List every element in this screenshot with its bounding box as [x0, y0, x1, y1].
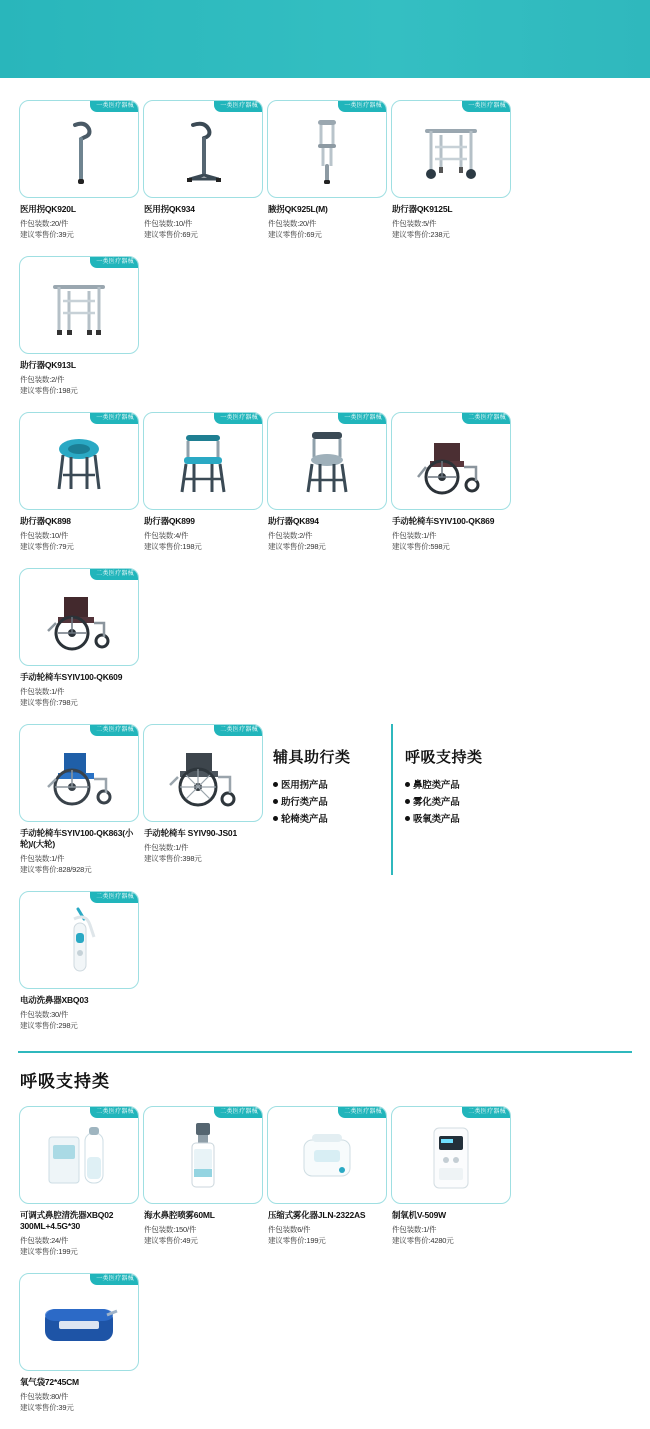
- category-title: 呼吸支持类: [405, 749, 483, 766]
- device-class-tag: 二类医疗器械: [214, 1107, 262, 1118]
- spray-bottle-icon: [144, 1117, 262, 1199]
- category-item: [273, 811, 389, 828]
- product-name: 助行器QK898: [20, 516, 71, 526]
- product-grid-row-2: [18, 412, 632, 724]
- product-pack: 件包装数:1/件: [20, 687, 65, 696]
- product-name: 压缩式雾化器JLN-2322AS: [268, 1210, 366, 1220]
- device-class-tag: 二类医疗器械: [462, 413, 510, 424]
- wheelchair-dark-icon: [392, 423, 510, 505]
- bullet-icon: [273, 782, 278, 787]
- product-pack: 件包装数:1/件: [144, 843, 189, 852]
- device-class-tag: 二类医疗器械: [90, 892, 138, 903]
- category-item: [405, 777, 513, 794]
- category-block-respiratory: [391, 724, 513, 875]
- device-class-tag: 二类医疗器械: [338, 1107, 386, 1118]
- product-cell[interactable]: [143, 100, 265, 240]
- bullet-icon: [405, 816, 410, 821]
- product-card[interactable]: [143, 100, 263, 198]
- product-pack: 件包装数:10/件: [144, 219, 193, 228]
- product-name: 可调式鼻腔清洗器XBQ02 300ML+4.5G*30: [20, 1210, 114, 1231]
- product-cell[interactable]: [143, 412, 265, 552]
- product-price: 建议零售价:199元: [20, 1247, 78, 1256]
- product-cell[interactable]: [391, 1106, 513, 1257]
- product-price: 建议零售价:298元: [20, 1021, 78, 1030]
- product-price: 建议零售价:69元: [144, 230, 198, 239]
- product-card[interactable]: [19, 891, 139, 989]
- commode-chair2-icon: [268, 423, 386, 505]
- product-cell[interactable]: [391, 412, 513, 552]
- product-price: 建议零售价:798元: [20, 698, 78, 707]
- product-cell[interactable]: [19, 891, 141, 1031]
- product-cell[interactable]: [19, 724, 141, 875]
- wheelchair-blue-icon: [20, 735, 138, 817]
- oxygen-concentrator-icon: [392, 1117, 510, 1199]
- product-pack: 件包装数:30/件: [20, 1010, 69, 1019]
- wheelchair-gray-icon: [144, 735, 262, 817]
- product-name: 助行器QK913L: [20, 360, 76, 370]
- product-pack: 件包装数:4/件: [144, 531, 189, 540]
- section-divider: [18, 1051, 632, 1053]
- product-cell[interactable]: [267, 412, 389, 552]
- device-class-tag: 一类医疗器械: [214, 101, 262, 112]
- product-name: 助行器QK899: [144, 516, 195, 526]
- category-item-label: 助行类产品: [281, 797, 328, 808]
- product-pack: 件包装数:1/件: [392, 531, 437, 540]
- category-item-label: 鼻腔类产品: [413, 780, 460, 791]
- product-price: 建议零售价:298元: [268, 542, 326, 551]
- device-class-tag: 一类医疗器械: [214, 413, 262, 424]
- product-pack: 件包装数:2/件: [20, 375, 65, 384]
- product-cell[interactable]: [19, 256, 141, 396]
- cane-straight-icon: [20, 111, 138, 193]
- product-card[interactable]: [267, 412, 387, 510]
- category-block-mobility: [267, 724, 389, 875]
- product-pack: 件包装数6/件: [268, 1225, 311, 1234]
- product-pack: 件包装数:80/件: [20, 1392, 69, 1401]
- page-content: [0, 78, 650, 1429]
- category-item: [273, 777, 389, 794]
- product-name: 腋拐QK925L(M): [268, 204, 328, 214]
- banner-background: [0, 0, 650, 78]
- product-pack: 件包装数:20/件: [268, 219, 317, 228]
- crutch-icon: [268, 111, 386, 193]
- oxygen-bag-icon: [20, 1284, 138, 1366]
- bullet-icon: [273, 816, 278, 821]
- product-cell[interactable]: [267, 1106, 389, 1257]
- device-class-tag: 一类医疗器械: [338, 101, 386, 112]
- category-item: [405, 794, 513, 811]
- commode-stool-icon: [20, 423, 138, 505]
- product-card[interactable]: [143, 724, 263, 822]
- device-class-tag: 二类医疗器械: [462, 1107, 510, 1118]
- category-item: [273, 794, 389, 811]
- product-pack: 件包装数:1/件: [392, 1225, 437, 1234]
- product-price: 建议零售价:39元: [20, 1403, 74, 1412]
- category-item-label: 医用拐产品: [281, 780, 328, 791]
- cane-quad-icon: [144, 111, 262, 193]
- nasal-washer-icon: [20, 902, 138, 984]
- product-price: 建议零售价:69元: [268, 230, 322, 239]
- product-cell[interactable]: [19, 100, 141, 240]
- product-pack: 件包装数:24/件: [20, 1236, 69, 1245]
- bullet-icon: [273, 799, 278, 804]
- product-price: 建议零售价:598元: [392, 542, 450, 551]
- product-grid-row-3: [18, 724, 632, 1047]
- product-price: 建议零售价:198元: [144, 542, 202, 551]
- product-price: 建议零售价:199元: [268, 1236, 326, 1245]
- device-class-tag: 二类医疗器械: [90, 569, 138, 580]
- product-price: 建议零售价:828/928元: [20, 865, 92, 874]
- product-card[interactable]: [143, 412, 263, 510]
- product-cell[interactable]: [19, 412, 141, 552]
- product-card[interactable]: [19, 412, 139, 510]
- device-class-tag: 二类医疗器械: [90, 725, 138, 736]
- section-title: 呼吸支持类: [20, 1072, 110, 1091]
- product-card[interactable]: [143, 1106, 263, 1204]
- product-price: 建议零售价:398元: [144, 854, 202, 863]
- device-class-tag: 二类医疗器械: [90, 1107, 138, 1118]
- device-class-tag: 一类医疗器械: [90, 101, 138, 112]
- product-pack: 件包装数:1/件: [20, 854, 65, 863]
- product-name: 手动轮椅车SYIV100-QK869: [392, 516, 495, 526]
- product-name: 助行器QK9125L: [392, 204, 453, 214]
- category-title: 辅具助行类: [273, 749, 351, 766]
- product-grid-row-4: [18, 1106, 632, 1429]
- product-cell[interactable]: [267, 100, 389, 240]
- product-card[interactable]: [19, 724, 139, 822]
- product-name: 医用拐QK934: [144, 204, 195, 214]
- product-price: 建议零售价:49元: [144, 1236, 198, 1245]
- product-price: 建议零售价:39元: [20, 230, 74, 239]
- category-item: [405, 811, 513, 828]
- product-price: 建议零售价:79元: [20, 542, 74, 551]
- product-pack: 件包装数:10/件: [20, 531, 69, 540]
- device-class-tag: 一类医疗器械: [338, 413, 386, 424]
- top-banner: [0, 0, 650, 78]
- product-name: 助行器QK894: [268, 516, 319, 526]
- product-pack: 件包装数:150/件: [144, 1225, 197, 1234]
- walker-icon: [20, 267, 138, 349]
- product-card[interactable]: [267, 100, 387, 198]
- product-card[interactable]: [19, 568, 139, 666]
- product-name: 手动轮椅车 SYIV90-JS01: [144, 828, 237, 838]
- product-card[interactable]: [391, 100, 511, 198]
- product-cell[interactable]: [19, 1106, 141, 1257]
- product-cell[interactable]: [143, 1106, 265, 1257]
- product-name: 海水鼻腔喷雾60ML: [144, 1210, 215, 1220]
- product-card[interactable]: [19, 100, 139, 198]
- product-card[interactable]: [19, 1106, 139, 1204]
- product-card[interactable]: [267, 1106, 387, 1204]
- device-class-tag: 一类医疗器械: [462, 101, 510, 112]
- product-cell[interactable]: [143, 724, 265, 875]
- product-name: 制氧机V-509W: [392, 1210, 446, 1220]
- product-price: 建议零售价:198元: [20, 386, 78, 395]
- product-name: 手动轮椅车SYIV100-QK609: [20, 672, 123, 682]
- product-name: 电动洗鼻器XBQ03: [20, 995, 89, 1005]
- device-class-tag: 一类医疗器械: [90, 1274, 138, 1285]
- product-card[interactable]: [391, 1106, 511, 1204]
- product-price: 建议零售价:238元: [392, 230, 450, 239]
- product-cell[interactable]: [19, 568, 141, 708]
- product-name: 氧气袋72*45CM: [20, 1377, 79, 1387]
- product-cell[interactable]: [391, 100, 513, 240]
- product-pack: 件包装数:5/件: [392, 219, 437, 228]
- product-price: 建议零售价:4280元: [392, 1236, 454, 1245]
- walker-wheels-icon: [392, 111, 510, 193]
- commode-chair-icon: [144, 423, 262, 505]
- device-class-tag: 一类医疗器械: [90, 413, 138, 424]
- bullet-icon: [405, 782, 410, 787]
- product-name: 手动轮椅车SYIV100-QK863(小轮)/(大轮): [20, 828, 134, 849]
- product-card[interactable]: [19, 1273, 139, 1371]
- product-name: 医用拐QK920L: [20, 204, 76, 214]
- product-cell[interactable]: [19, 1273, 141, 1413]
- device-class-tag: 二类医疗器械: [214, 725, 262, 736]
- category-item-label: 雾化类产品: [413, 797, 460, 808]
- category-item-label: 轮椅类产品: [281, 814, 328, 825]
- product-card[interactable]: [19, 256, 139, 354]
- device-class-tag: 一类医疗器械: [90, 257, 138, 268]
- nasal-kit-icon: [20, 1117, 138, 1199]
- product-card[interactable]: [391, 412, 511, 510]
- nebulizer-icon: [268, 1117, 386, 1199]
- product-grid-row-1: [18, 100, 632, 412]
- wheelchair-dark2-icon: [20, 579, 138, 661]
- product-pack: 件包装数:20/件: [20, 219, 69, 228]
- category-item-label: 吸氧类产品: [413, 814, 460, 825]
- bullet-icon: [405, 799, 410, 804]
- product-pack: 件包装数:2/件: [268, 531, 313, 540]
